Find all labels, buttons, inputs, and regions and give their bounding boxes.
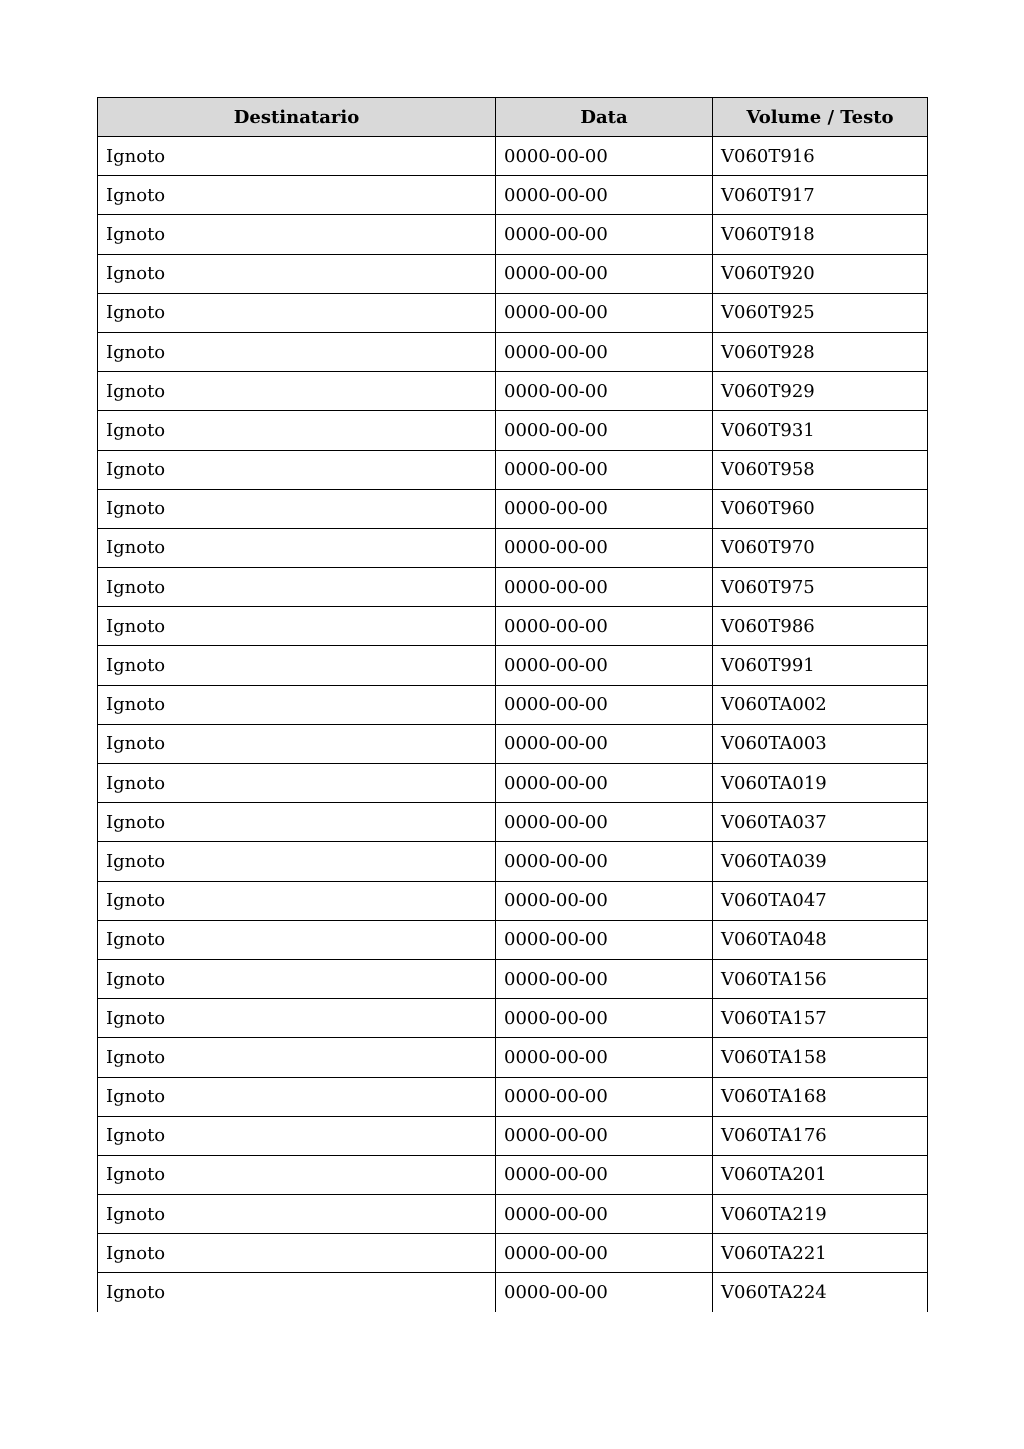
table-row — [98, 1234, 928, 1273]
table-row — [98, 137, 928, 176]
volume-testo-cell: V060TA221 — [713, 1234, 928, 1273]
data-cell: 0000-00-00 — [496, 646, 713, 685]
data-cell: 0000-00-00 — [496, 842, 713, 881]
volume-testo-cell: V060TA039 — [713, 842, 928, 881]
data-cell: 0000-00-00 — [496, 881, 713, 920]
destinatario-cell: Ignoto — [98, 1195, 496, 1234]
data-cell: 0000-00-00 — [496, 1234, 713, 1273]
data-cell: 0000-00-00 — [496, 1038, 713, 1077]
destinatario-cell: Ignoto — [98, 1038, 496, 1077]
table-row — [98, 842, 928, 881]
data-cell: 0000-00-00 — [496, 1195, 713, 1234]
volume-testo-cell: V060T975 — [713, 568, 928, 607]
table-row — [98, 293, 928, 332]
volume-testo-cell: V060TA002 — [713, 685, 928, 724]
volume-testo-cell: V060T925 — [713, 293, 928, 332]
volume-testo-cell: V060T986 — [713, 607, 928, 646]
volume-testo-cell: V060T916 — [713, 137, 928, 176]
volume-testo-cell: V060TA019 — [713, 764, 928, 803]
data-cell: 0000-00-00 — [496, 215, 713, 254]
data-cell: 0000-00-00 — [496, 920, 713, 959]
table-row — [98, 920, 928, 959]
data-cell: 0000-00-00 — [496, 293, 713, 332]
destinatario-cell: Ignoto — [98, 959, 496, 998]
volume-testo-cell: V060T960 — [713, 489, 928, 528]
volume-testo-cell: V060TA003 — [713, 724, 928, 763]
destinatario-cell: Ignoto — [98, 450, 496, 489]
table-row — [98, 215, 928, 254]
table-row — [98, 1038, 928, 1077]
data-cell: 0000-00-00 — [496, 332, 713, 371]
table-row — [98, 881, 928, 920]
data-cell: 0000-00-00 — [496, 411, 713, 450]
table-row — [98, 724, 928, 763]
volume-testo-cell: V060TA156 — [713, 959, 928, 998]
volume-testo-cell: V060TA157 — [713, 999, 928, 1038]
volume-testo-cell: V060T917 — [713, 176, 928, 215]
destinatario-cell: Ignoto — [98, 489, 496, 528]
destinatario-cell: Ignoto — [98, 528, 496, 567]
data-cell: 0000-00-00 — [496, 528, 713, 567]
data-cell: 0000-00-00 — [496, 724, 713, 763]
volume-testo-cell: V060T931 — [713, 411, 928, 450]
table-row — [98, 1273, 928, 1312]
table-row — [98, 254, 928, 293]
destinatario-cell: Ignoto — [98, 215, 496, 254]
destinatario-cell: Ignoto — [98, 685, 496, 724]
destinatario-cell: Ignoto — [98, 1116, 496, 1155]
volume-testo-cell: V060T958 — [713, 450, 928, 489]
data-cell: 0000-00-00 — [496, 489, 713, 528]
destinatario-cell: Ignoto — [98, 293, 496, 332]
volume-testo-cell: V060T928 — [713, 332, 928, 371]
records-table — [97, 97, 928, 1312]
table-row — [98, 646, 928, 685]
table-row — [98, 450, 928, 489]
table-row — [98, 607, 928, 646]
data-cell: 0000-00-00 — [496, 959, 713, 998]
destinatario-cell: Ignoto — [98, 1077, 496, 1116]
data-cell: 0000-00-00 — [496, 607, 713, 646]
table-row — [98, 372, 928, 411]
destinatario-cell: Ignoto — [98, 646, 496, 685]
table-row — [98, 803, 928, 842]
table-row — [98, 685, 928, 724]
destinatario-cell: Ignoto — [98, 920, 496, 959]
volume-testo-cell: V060T991 — [713, 646, 928, 685]
volume-testo-cell: V060TA219 — [713, 1195, 928, 1234]
destinatario-cell: Ignoto — [98, 842, 496, 881]
header-volume-testo: Volume / Testo — [713, 98, 928, 137]
destinatario-cell: Ignoto — [98, 607, 496, 646]
data-cell: 0000-00-00 — [496, 1155, 713, 1194]
destinatario-cell: Ignoto — [98, 999, 496, 1038]
volume-testo-cell: V060TA176 — [713, 1116, 928, 1155]
table-row — [98, 1077, 928, 1116]
destinatario-cell: Ignoto — [98, 372, 496, 411]
volume-testo-cell: V060T920 — [713, 254, 928, 293]
data-cell: 0000-00-00 — [496, 803, 713, 842]
table-row — [98, 528, 928, 567]
volume-testo-cell: V060TA047 — [713, 881, 928, 920]
data-cell: 0000-00-00 — [496, 254, 713, 293]
data-cell: 0000-00-00 — [496, 1077, 713, 1116]
destinatario-cell: Ignoto — [98, 1234, 496, 1273]
volume-testo-cell: V060TA168 — [713, 1077, 928, 1116]
destinatario-cell: Ignoto — [98, 332, 496, 371]
data-cell: 0000-00-00 — [496, 176, 713, 215]
destinatario-cell: Ignoto — [98, 803, 496, 842]
data-cell: 0000-00-00 — [496, 372, 713, 411]
table-row — [98, 1116, 928, 1155]
table-row — [98, 999, 928, 1038]
volume-testo-cell: V060TA158 — [713, 1038, 928, 1077]
destinatario-cell: Ignoto — [98, 411, 496, 450]
data-cell: 0000-00-00 — [496, 685, 713, 724]
table-row — [98, 959, 928, 998]
data-cell: 0000-00-00 — [496, 450, 713, 489]
destinatario-cell: Ignoto — [98, 881, 496, 920]
table-row — [98, 489, 928, 528]
table-row — [98, 411, 928, 450]
table-row — [98, 176, 928, 215]
data-cell: 0000-00-00 — [496, 1273, 713, 1312]
destinatario-cell: Ignoto — [98, 1273, 496, 1312]
data-cell: 0000-00-00 — [496, 1116, 713, 1155]
destinatario-cell: Ignoto — [98, 1155, 496, 1194]
table-row — [98, 332, 928, 371]
table-row — [98, 764, 928, 803]
header-destinatario: Destinatario — [98, 98, 496, 137]
volume-testo-cell: V060TA224 — [713, 1273, 928, 1312]
destinatario-cell: Ignoto — [98, 176, 496, 215]
volume-testo-cell: V060T929 — [713, 372, 928, 411]
destinatario-cell: Ignoto — [98, 724, 496, 763]
table-row — [98, 568, 928, 607]
volume-testo-cell: V060TA201 — [713, 1155, 928, 1194]
data-cell: 0000-00-00 — [496, 137, 713, 176]
destinatario-cell: Ignoto — [98, 137, 496, 176]
table-body — [98, 137, 928, 1313]
volume-testo-cell: V060TA037 — [713, 803, 928, 842]
header-data: Data — [496, 98, 713, 137]
volume-testo-cell: V060T970 — [713, 528, 928, 567]
destinatario-cell: Ignoto — [98, 764, 496, 803]
data-cell: 0000-00-00 — [496, 568, 713, 607]
table-row — [98, 1195, 928, 1234]
destinatario-cell: Ignoto — [98, 568, 496, 607]
table-row — [98, 1155, 928, 1194]
data-cell: 0000-00-00 — [496, 764, 713, 803]
volume-testo-cell: V060TA048 — [713, 920, 928, 959]
table-header-row — [98, 98, 928, 137]
data-cell: 0000-00-00 — [496, 999, 713, 1038]
volume-testo-cell: V060T918 — [713, 215, 928, 254]
destinatario-cell: Ignoto — [98, 254, 496, 293]
